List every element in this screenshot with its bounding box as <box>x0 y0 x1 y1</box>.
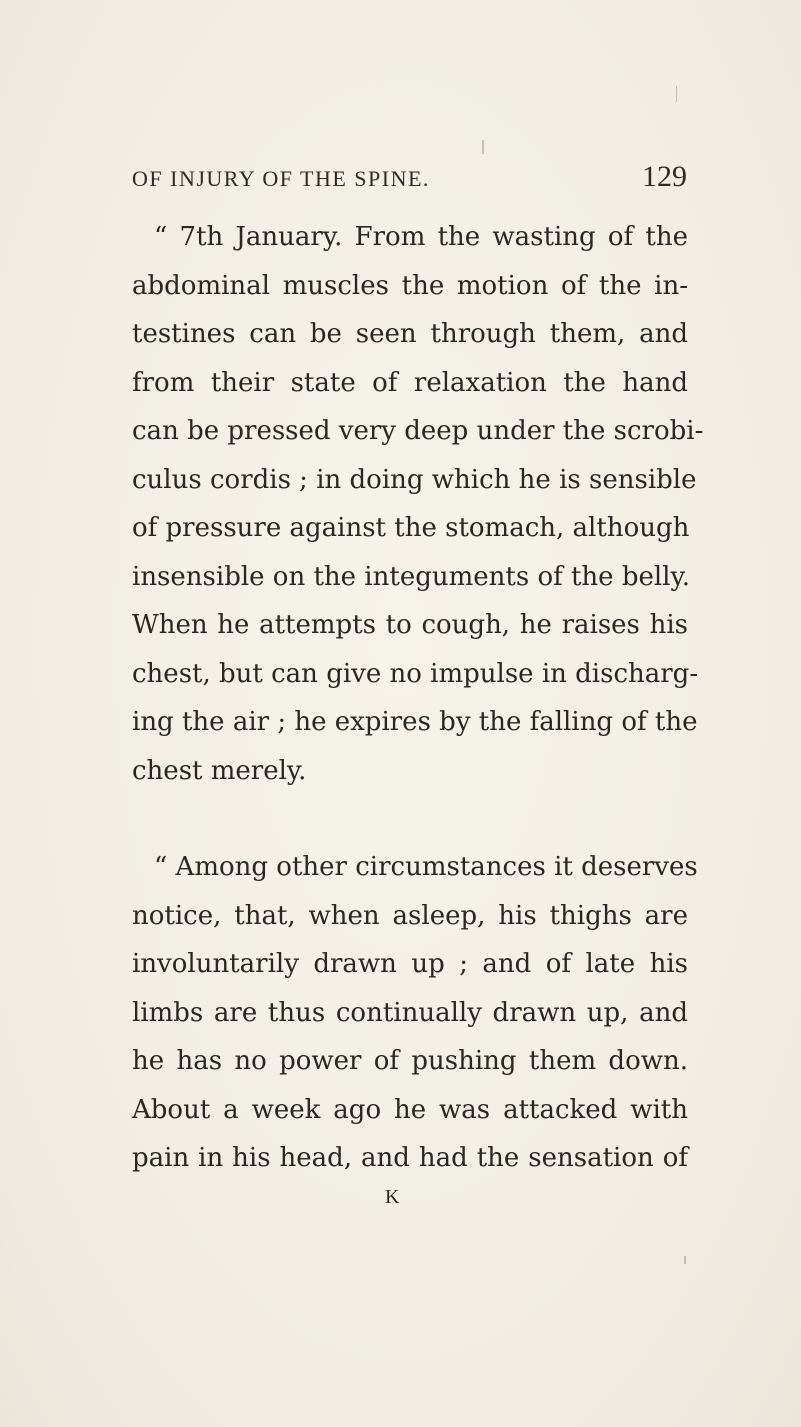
paragraph-gap <box>132 795 688 843</box>
text-line: he has no power of pushing them down. <box>132 1046 688 1076</box>
page-number: 129 <box>642 160 687 193</box>
text-line: “ 7th January. From the wasting of the <box>154 222 688 252</box>
signature-mark: K <box>385 1186 400 1208</box>
running-title: OF INJURY OF THE SPINE. <box>132 166 430 191</box>
text-line: can be pressed very deep under the scrobi- <box>132 416 704 446</box>
paper-speck <box>482 140 484 154</box>
paper-speck <box>684 1256 686 1264</box>
text-line: involuntarily drawn up ; and of late his <box>132 949 688 979</box>
text-line: chest, but can give no impulse in discharg- <box>132 658 699 689</box>
text-line: of pressure against the stomach, although <box>132 513 690 543</box>
paragraph-2 <box>132 843 698 1183</box>
text-line: culus cordis ; in doing which he is sensible <box>132 464 697 495</box>
text-line: from their state of relaxation the hand <box>132 367 688 398</box>
text-line: limbs are thus continually drawn up, and <box>132 997 688 1028</box>
text-line: chest merely. <box>132 755 307 786</box>
body-text <box>132 213 704 1183</box>
paper-speck <box>676 86 677 102</box>
text-line: abdominal muscles the motion of the in- <box>132 270 688 301</box>
text-line: pain in his head, and had the sensation of <box>132 1143 688 1173</box>
paragraph-1 <box>132 213 704 795</box>
text-line: About a week ago he was attacked with <box>132 1094 688 1125</box>
text-line: notice, that, when asleep, his thighs are <box>132 900 688 931</box>
text-line: “ Among other circumstances it deserves <box>154 852 698 882</box>
running-head <box>132 162 687 202</box>
text-line: insensible on the integuments of the belly. <box>132 561 690 592</box>
text-line: testines can be seen through them, and <box>132 319 688 349</box>
text-line: ing the air ; he expires by the falling of the <box>132 707 698 737</box>
text-line: When he attempts to cough, he raises his <box>132 610 688 640</box>
